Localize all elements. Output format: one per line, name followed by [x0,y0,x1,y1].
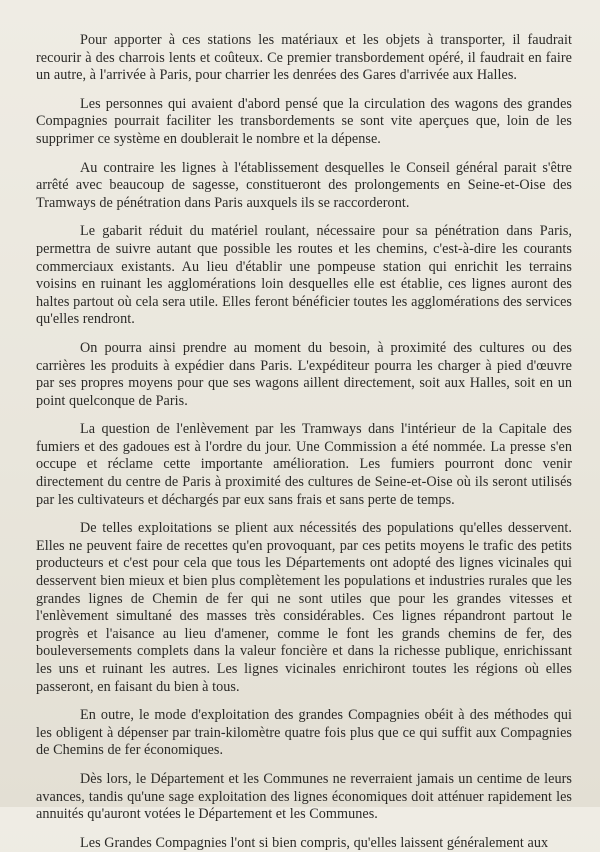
paragraph-transshipment-costs: Pour apporter à ces stations les matériaux et les objets à transporter, il faudrait recourir à des charrois lents et coûteux. Ce premier transbordement opéré, il faudrait en faire un autre, à l'arrivée à Paris, pour charrier les denrées des Gares d'arrivée aux Halles. [36,32,572,84]
paragraph-vicinal-lines: De telles exploitations se plient aux nécessités des populations qu'elles desservent. Elles ne peuvent faire de recettes qu'en provoquant, par ces petits moyens le trafic des petits producteurs et c'est pour cela que tous les Départements ont adopté des lignes vicinales qui desservent bien mieux et bien plus complètement les populations et industries rurales que les grandes lignes de Chemin de fer qui ne sont utiles que pour les grandes vitesses et l'enlèvement simultané des masses très considérables. Ces lignes répandront partout le progrès et l'aisance au lieu d'amener, comme le font les grands chemins de fer, des bouleversements complets dans la valeur foncière et dans la richesse publique, enrichissant les uns et ruinant les autres. Les lignes vicinales enrichiront toutes les régions où elles passeront, en faisant du bien à tous. [36,520,572,695]
paragraph-grandes-compagnies: Les Grandes Compagnies l'ont si bien compris, qu'elles laissent généralement aux [80,834,549,851]
paragraph-reduced-gauge: Le gabarit réduit du matériel roulant, nécessaire pour sa pénétration dans Paris, permettra de suivre autant que possible les routes et les chemins, c'est-à-dire les courants commerciaux existants. Au lieu d'établir une pompeuse station qui enrichit les terrains voisins en ruinant les agglomérations loin desquelles elle est établie, ces lignes auront des haltes partout où cela sera utile. Elles feront bénéficier toutes les agglomérations des services qu'elles rendront. [36,223,572,328]
paragraph-manure-removal: La question de l'enlèvement par les Tramways dans l'intérieur de la Capitale des fumiers et des gadoues est à l'ordre du jour. Une Commission a été nommée. La presse s'en occupe et réclame cette importante amélioration. Les fumiers pourront donc venir directement du centre de Paris à proximité des cultures de Seine-et-Oise où ils seront utilisés par les cultivateurs et déchargés par eux sans frais et sans perte de temps. [36,421,572,508]
paragraph-exploitation-methods: En outre, le mode d'exploitation des grandes Compagnies obéit à des méthodes qui les obligent à dépenser par train-kilomètre quatre fois plus que ce qui suffit aux Compagnies de Chemins de fer économiques. [36,707,572,759]
paragraph-conseil-general-lines: Au contraire les lignes à l'établissement desquelles le Conseil général parait s'être arrêté avec beaucoup de sagesse, constitueront des prolongements en Seine-et-Oise des Tramways de pénétration dans Paris auxquels ils se raccorderont. [36,159,572,211]
paragraph-loading-products: On pourra ainsi prendre au moment du besoin, à proximité des cultures ou des carrières les produits à expédier dans Paris. L'expéditeur pourra les charger à pied d'œuvre par ses propres moyens pour que ses wagons aillent directement, soit aux Halles, soit en un point quelconque de Paris. [36,339,572,409]
paragraph-department-advances: Dès lors, le Département et les Communes ne reverraient jamais un centime de leurs avances, tandis qu'une sage exploitation des lignes économiques doit atténuer rapidement les annuités qu'auront votées le Département et les Communes. [36,770,572,823]
paragraph-wagon-circulation: Les personnes qui avaient d'abord pensé que la circulation des wagons des grandes Compagnies pourrait faciliter les transbordements se sont vite aperçues que, loin de les supprimer ce système en doublerait le nombre et la dépense. [36,95,572,147]
